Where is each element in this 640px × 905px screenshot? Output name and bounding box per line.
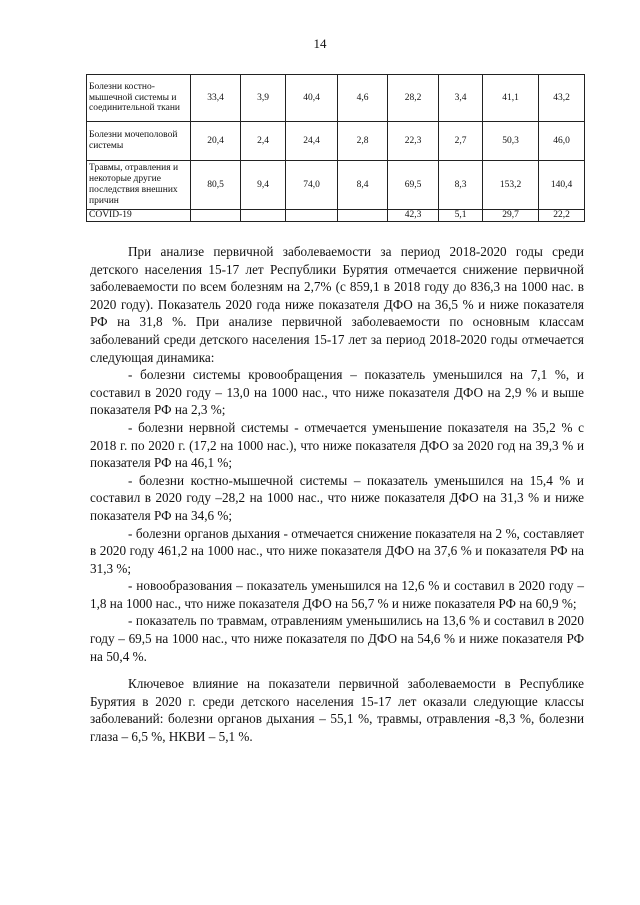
list-item-musculoskeletal: - болезни костно-мышечной системы – показатель уменьшился на 15,4 % и составил в 2020 году –28,2 на 1000 нас., что ниже показателя ДФО на 31,3 % и ниже показателя РФ на 34,6 %; xyxy=(90,472,584,523)
list-item-injuries: - показатель по травмам, отравлениям уменьшились на 13,6 % и составил в 2020 году – 69,5 на 1000 нас., что ниже показателя по ДФО на 54,6 % и ниже показателя РФ на 50,4 %. xyxy=(90,613,584,664)
table-cell: 20,4 xyxy=(191,122,241,161)
table-cell: 4,6 xyxy=(338,75,388,122)
table-cell: 2,8 xyxy=(338,122,388,161)
list-item-circulatory: - болезни системы кровообращения – показатель уменьшился на 7,1 %, и составил в 2020 году – 13,0 на 1000 нас., что ниже показателя ДФО на 2,9 % и выше показателя РФ на 2,3 %; xyxy=(90,367,584,418)
morbidity-table xyxy=(86,74,585,222)
page-number: 14 xyxy=(313,36,327,51)
table-cell: 80,5 xyxy=(191,161,241,210)
table-cell: 140,4 xyxy=(539,161,585,210)
table-row xyxy=(87,161,585,210)
table-cell xyxy=(191,210,241,222)
table-cell: 28,2 xyxy=(388,75,439,122)
table-cell: 2,4 xyxy=(241,122,286,161)
table-cell: 29,7 xyxy=(483,210,539,222)
row-label: Травмы, отравления и некоторые другие последствия внешних причин xyxy=(87,161,191,210)
list-item-respiratory: - болезни органов дыхания - отмечается снижение показателя на 2 %, составляет в 2020 году 461,2 на 1000 нас., что ниже показателя ДФО на 37,6 % и показателя РФ на 31,3 %; xyxy=(90,525,584,576)
table-cell xyxy=(338,210,388,222)
table-cell: 153,2 xyxy=(483,161,539,210)
table-cell: 8,4 xyxy=(338,161,388,210)
table-cell: 40,4 xyxy=(286,75,338,122)
list-item-nervous: - болезни нервной системы - отмечается уменьшение показателя на 35,2 % с 2018 г. по 2020 г. (17,2 на 1000 нас.), что ниже показателя ДФО за 2020 год на 39,3 % и показателя РФ на 46,1 %; xyxy=(90,419,584,471)
list-item-neoplasms: - новообразования – показатель уменьшился на 12,6 % и составил в 2020 году – 1,8 на 1000 нас., что ниже показателя ДФО на 56,7 % и ниже показателя РФ на 60,9 %; xyxy=(90,578,584,611)
table-row xyxy=(87,75,585,122)
table-cell: 5,1 xyxy=(439,210,483,222)
row-label: COVID-19 xyxy=(87,210,191,222)
row-label: Болезни костно-мышечной системы и соединительной ткани xyxy=(87,75,191,122)
table-cell: 46,0 xyxy=(539,122,585,161)
table-cell: 9,4 xyxy=(241,161,286,210)
table-cell: 74,0 xyxy=(286,161,338,210)
conclusion-paragraph: Ключевое влияние на показатели первичной заболеваемости в Республике Бурятия в 2020 г. среди детского населения 15-17 лет оказали следующие классы заболеваний: болезни органов дыхания – 55,1 %, травмы, отравления -8,3 %, болезни глаза – 6,5 %, НКВИ – 5,1 %. xyxy=(90,676,584,745)
table-cell: 69,5 xyxy=(388,161,439,210)
table-row xyxy=(87,210,585,222)
table-cell: 33,4 xyxy=(191,75,241,122)
table-cell: 24,4 xyxy=(286,122,338,161)
table-cell: 2,7 xyxy=(439,122,483,161)
table-cell xyxy=(286,210,338,222)
table-cell: 42,3 xyxy=(388,210,439,222)
table-row xyxy=(87,122,585,161)
intro-paragraph: При анализе первичной заболеваемости за период 2018-2020 годы среди детского населения 15-17 лет Республики Бурятия отмечается снижение первичной заболеваемости по всем болезням на 2,7% (с 859,1 в 2018 году до 836,3 на 1000 нас. в 2020 году). Показатель 2020 года ниже показателя ДФО на 36,5 % и ниже показателя РФ на 31,8 %. При анализе первичной заболеваемости по основным классам заболеваний среди детского населения 15-17 лет за период 2018-2020 годы отмечается следующая динамика: xyxy=(90,244,584,365)
table-cell: 3,4 xyxy=(439,75,483,122)
table-cell: 3,9 xyxy=(241,75,286,122)
table-cell: 22,2 xyxy=(539,210,585,222)
body-text xyxy=(90,243,584,746)
table-cell: 8,3 xyxy=(439,161,483,210)
table-cell: 43,2 xyxy=(539,75,585,122)
table-cell: 41,1 xyxy=(483,75,539,122)
row-label: Болезни мочеполовой системы xyxy=(87,122,191,161)
table-cell: 50,3 xyxy=(483,122,539,161)
table-cell xyxy=(241,210,286,222)
table-cell: 22,3 xyxy=(388,122,439,161)
